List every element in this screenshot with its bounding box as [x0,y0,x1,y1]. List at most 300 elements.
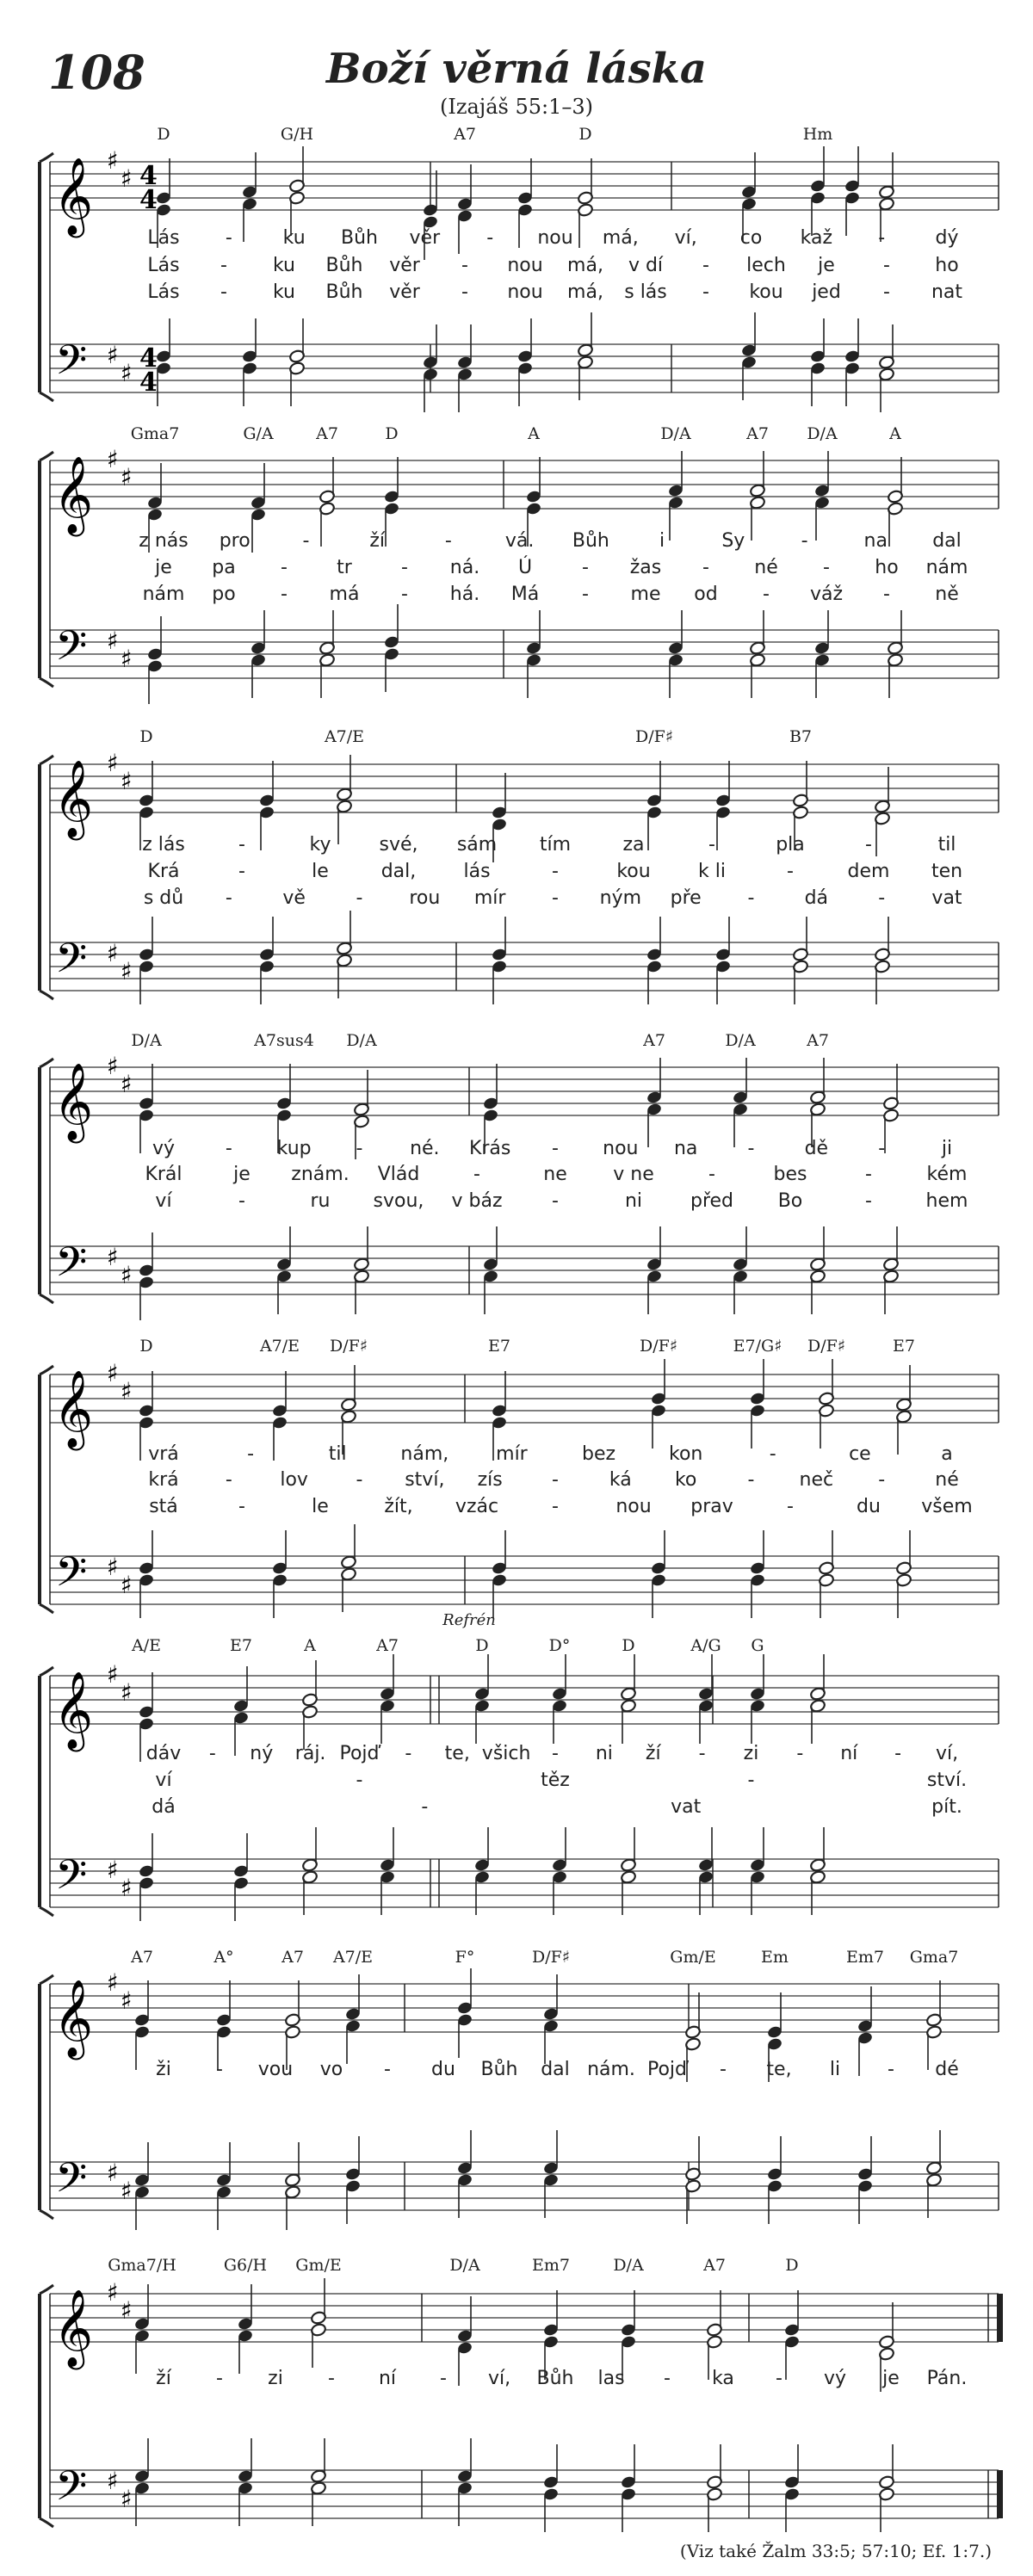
lyric-syllable: - [664,2368,671,2389]
chord-symbol: E7 [230,1636,252,1655]
lyric-syllable: bez [582,1443,616,1465]
lyric-syllable: du [431,2059,455,2080]
chord-symbol: D/F♯ [634,727,674,746]
lyric-syllable: - [328,2368,335,2389]
lyric-syllable: znám. [291,1164,349,1185]
lyric-syllable: - [225,1469,232,1491]
treble-clef-icon: 𝄞 [53,1980,94,2057]
key-sharp-icon: ♯ [107,1553,119,1581]
chord-symbol: F° [455,1948,475,1967]
lyric-syllable: ku [272,255,296,276]
chord-symbol: A7 [281,1948,304,1967]
lyric-syllable: Bůh [480,2059,518,2080]
lyric-syllable: - [356,887,363,909]
key-sharp-icon: ♯ [121,1377,133,1405]
lyric-syllable: zi [268,2368,283,2389]
lyric-syllable: Pán. [926,2368,968,2389]
lyric-syllable: sám [456,834,498,856]
lyric-syllable: vá. [504,530,535,552]
scripture-reference: (Izajáš 55:1–3) [439,95,594,119]
lyric-syllable: nám [925,557,968,578]
key-sharp-icon: ♯ [121,359,133,387]
lyric-syllable: krá [148,1469,179,1491]
key-sharp-icon: ♯ [107,749,119,777]
lyric-syllable: věr [389,255,420,276]
key-sharp-icon: ♯ [121,2177,133,2205]
lyric-syllable: - [401,584,408,605]
lyric-syllable: - [444,530,452,552]
lyric-syllable: - [281,557,288,578]
lyric-syllable: ží [156,2368,171,2389]
lyric-syllable: v dí [628,255,664,276]
lyric-syllable: - [747,1469,755,1491]
lyric-syllable: - [801,530,808,552]
chord-symbol: D/F♯ [531,1948,571,1967]
lyric-syllable: v báz [451,1190,503,1212]
lyric-syllable: - [216,2368,223,2389]
key-sharp-icon: ♯ [107,2278,119,2307]
lyric-syllable: - [865,834,872,856]
bracket-bottom-hook [40,1294,53,1303]
lyric-syllable: hem [925,1190,968,1212]
lyric-syllable: ho [935,255,959,276]
lyric-syllable: - [356,1469,363,1491]
chord-symbol: G [751,1636,764,1655]
lyric-syllable: - [440,2368,447,2389]
lyric-syllable: Bůh [536,2368,574,2389]
lyric-syllable: - [878,227,886,249]
bracket-bottom-hook [40,991,53,999]
lyric-syllable: - [356,1138,363,1159]
lyric-syllable: dá [804,887,829,909]
lyric-syllable: mír [473,887,506,909]
lyric-syllable: - [888,2059,894,2080]
refrain-label: Refrén [442,1611,496,1629]
lyric-syllable: - [787,861,794,882]
lyric-syllable: - [552,1496,559,1517]
lyric-syllable: ství. [926,1770,968,1791]
chord-symbol: D [785,2256,799,2275]
lyric-syllable: ví, [935,1743,959,1764]
lyric-syllable: nou [507,255,543,276]
bass-clef-icon: 𝄢 [55,1238,88,1296]
lyric-syllable: le [312,861,329,882]
lyric-syllable: vý [152,1138,176,1159]
time-signature-digit: 4 [139,161,158,191]
lyric-syllable: ho [875,557,899,578]
key-sharp-icon: ♯ [107,1856,119,1884]
lyric-syllable: Bůh [325,255,363,276]
lyric-syllable: od [694,584,718,605]
chord-symbol: D [622,1636,635,1655]
chord-symbol: A/E [132,1636,161,1655]
lyric-syllable: - [883,281,890,303]
lyric-syllable: žas [629,557,662,578]
bracket-bottom-hook [40,2518,53,2527]
key-sharp-icon: ♯ [121,2296,133,2325]
lyric-syllable: kou [749,281,783,303]
hymn-title: Boží věrná láska [326,45,707,93]
footnote: (Viz také Žalm 33:5; 57:10; Ef. 1:7.) [679,2541,992,2561]
bracket-top-hook [40,452,53,460]
lyric-syllable: - [225,227,232,249]
lyric-syllable: - [220,281,227,303]
lyric-syllable: - [552,1138,559,1159]
lyric-syllable: je [233,1164,251,1185]
lyric-syllable: - [225,1138,232,1159]
lyric-syllable: - [401,557,408,578]
key-sharp-icon: ♯ [107,1660,119,1689]
lyric-syllable: ráj. [294,1743,326,1764]
bracket-bottom-hook [40,1907,53,1916]
chord-symbol: Gm/E [295,2256,342,2275]
lyric-syllable: pa [212,557,236,578]
chord-symbol: A7sus4 [254,1031,314,1050]
lyric-syllable: ví [155,1770,172,1791]
key-sharp-icon: ♯ [107,2159,119,2187]
bass-clef-icon: 𝄢 [55,934,88,992]
treble-clef-icon: 𝄞 [53,2289,94,2367]
lyric-syllable: - [216,2059,223,2080]
chord-symbol: B7 [789,727,813,746]
lyric-syllable: ji [941,1138,953,1159]
lyric-syllable: ná. [449,557,480,578]
bass-clef-icon: 𝄢 [55,336,88,394]
lyric-syllable: - [238,1496,245,1517]
chord-symbol: D [475,1636,489,1655]
chord-symbol: Em [761,1948,789,1967]
lyric-syllable: - [552,1743,559,1764]
chord-symbol: A7 [703,2256,726,2275]
lyric-syllable: vě [282,887,306,909]
chord-symbol: A7/E [332,1948,374,1967]
lyric-syllable: - [281,584,288,605]
lyric-syllable: - [461,255,468,276]
bracket-top-hook [40,1975,53,1984]
lyric-syllable: je [882,2368,900,2389]
lyric-syllable: - [238,1190,245,1212]
bass-clef-icon: 𝄢 [55,2462,88,2520]
lyric-syllable: nám. [587,2059,635,2080]
lyric-syllable: nou [603,1138,639,1159]
lyric-syllable: - [302,530,310,552]
lyric-syllable: Má [510,584,540,605]
lyric-syllable: - [708,834,715,856]
lyric-syllable: - [747,887,755,909]
chord-symbol: A7 [807,1031,829,1050]
lyric-syllable: - [473,1164,480,1185]
chord-symbol: D° [548,1636,571,1655]
lyric-syllable: věr [409,227,441,249]
lyric-syllable: - [883,255,890,276]
lyric-syllable: - [247,1443,255,1465]
chord-symbol: A [889,424,901,443]
key-sharp-icon: ♯ [107,939,119,967]
lyric-syllable: - [883,584,890,605]
lyric-syllable: má, [567,255,603,276]
lyric-syllable: má [329,584,360,605]
lyric-syllable: pro [219,530,251,552]
lyric-syllable: ní [840,1743,858,1764]
lyric-syllable: vzác [455,1496,499,1517]
lyric-syllable: mír [496,1443,528,1465]
lyric-syllable: Sy [721,530,745,552]
lyric-syllable: svou, [373,1190,424,1212]
lyric-syllable: - [582,584,589,605]
key-sharp-icon: ♯ [121,1874,133,1902]
chord-symbol: D/A [660,424,691,443]
lyric-syllable: vat [931,887,962,909]
chord-symbol: E7 [488,1337,510,1356]
lyric-syllable: co [739,227,763,249]
lyric-syllable: nou [615,1496,652,1517]
treble-clef-icon: 𝄞 [53,760,94,837]
lyric-syllable: nou [537,227,573,249]
bracket-top-hook [40,153,53,162]
lyric-syllable: - [238,834,245,856]
lyric-syllable: tr [337,557,352,578]
key-sharp-icon: ♯ [121,1678,133,1707]
lyric-syllable: ví [155,1190,172,1212]
lyric-syllable: le [312,1496,329,1517]
key-sharp-icon: ♯ [107,146,119,175]
key-sharp-icon: ♯ [121,2485,133,2513]
chord-symbol: A° [213,1948,234,1967]
key-sharp-icon: ♯ [107,1243,119,1271]
lyric-syllable: kon [668,1443,703,1465]
lyric-syllable: ně [935,584,959,605]
lyric-syllable: kém [926,1164,968,1185]
bracket-top-hook [40,756,53,764]
lyric-syllable: a [941,1443,953,1465]
key-sharp-icon: ♯ [121,1986,133,2015]
lyric-syllable: ží [645,1743,661,1764]
lyric-syllable: žít, [384,1496,413,1517]
lyric-syllable: til [328,1443,347,1465]
chord-symbol: A7 [643,1031,665,1050]
lyric-syllable: své, [379,834,418,856]
lyric-syllable: všem [921,1496,973,1517]
chord-symbol: E7 [893,1337,915,1356]
lyric-syllable: - [225,887,232,909]
key-sharp-icon: ♯ [107,627,119,655]
key-sharp-icon: ♯ [107,1359,119,1387]
hymn-number: 108 [48,45,145,100]
lyric-syllable: s dů [143,887,184,909]
lyric-syllable: vý [823,2368,847,2389]
lyric-syllable: nat [931,281,963,303]
lyric-syllable: - [238,861,245,882]
lyric-syllable: - [552,1469,559,1491]
key-sharp-icon: ♯ [121,645,133,673]
chord-symbol: A7/E [324,727,365,746]
final-barline [997,2294,1003,2342]
lyric-syllable: kaž [800,227,833,249]
lyric-syllable: - [776,2368,782,2389]
lyric-syllable: - [865,1164,872,1185]
chord-symbol: D/A [346,1031,377,1050]
lyric-syllable: dal [932,530,962,552]
final-barline [997,2470,1003,2518]
lyric-syllable: - [384,2059,391,2080]
key-sharp-icon: ♯ [107,1052,119,1080]
lyric-syllable: Vlád [377,1164,420,1185]
lyric-syllable: dá [152,1796,176,1818]
key-sharp-icon: ♯ [107,2467,119,2495]
lyric-syllable: ne [543,1164,567,1185]
lyric-syllable: Lás [147,281,180,303]
key-sharp-icon: ♯ [121,1070,133,1098]
lyric-syllable: i [659,530,665,552]
chord-symbol: D/A [613,2256,644,2275]
lyric-syllable: - [405,1743,412,1764]
lyric-syllable: rou [409,887,441,909]
lyric-syllable: váž [809,584,844,605]
key-sharp-icon: ♯ [121,767,133,795]
lyric-syllable: ží [369,530,386,552]
lyric-syllable: - [878,1138,886,1159]
lyric-syllable: jed [812,281,841,303]
chord-symbol: A7 [316,424,338,443]
time-signature-digit: 4 [139,368,158,398]
chord-symbol: Gma7 [909,1948,959,1967]
lyric-syllable: las [597,2368,625,2389]
lyric-syllable: za [622,834,645,856]
lyric-syllable: né [935,1469,959,1491]
lyric-syllable: - [747,1138,755,1159]
lyric-syllable: Lás [147,227,180,249]
lyric-syllable: zís [477,1469,503,1491]
lyric-syllable: - [220,255,227,276]
chord-symbol: Hm [802,125,833,144]
bracket-bottom-hook [40,2210,53,2219]
time-signature-digit: 4 [139,185,158,215]
lyric-syllable: - [747,1770,755,1791]
lyric-syllable: na [673,1138,698,1159]
lyric-syllable: - [582,557,589,578]
lyric-syllable: - [461,281,468,303]
lyric-syllable: - [878,1469,886,1491]
lyric-syllable: má, [602,227,639,249]
lyric-syllable: stá [149,1496,178,1517]
bass-clef-icon: 𝄢 [55,621,88,680]
lyric-syllable: dáv [145,1743,182,1764]
lyric-syllable: dé [935,2059,959,2080]
lyric-syllable: vo [319,2059,343,2080]
lyric-syllable: né. [410,1138,440,1159]
bracket-top-hook [40,2285,53,2294]
lyric-syllable: bes [773,1164,807,1185]
lyric-syllable: - [787,1496,794,1517]
lyric-syllable: zi [743,1743,759,1764]
treble-clef-icon: 𝄞 [53,1370,94,1448]
lyric-syllable: před [690,1190,734,1212]
bracket-bottom-hook [40,392,53,401]
chord-symbol: A7 [131,1948,153,1967]
lyric-syllable: nou [507,281,543,303]
chord-symbol: D [385,424,399,443]
lyric-syllable: je [818,255,835,276]
lyric-syllable: Bůh [325,281,363,303]
lyric-syllable: lech [746,255,786,276]
bass-clef-icon: 𝄢 [55,1547,88,1606]
bracket-bottom-hook [40,1604,53,1613]
lyric-syllable: tím [539,834,572,856]
lyric-syllable: Bůh [572,530,609,552]
chord-symbol: E7/G♯ [733,1337,782,1356]
chord-symbol: A/G [690,1636,721,1655]
lyric-syllable: je [155,557,172,578]
lyric-syllable: Ú [517,557,533,578]
lyric-syllable: z nás [139,530,189,552]
lyric-syllable: te, [766,2059,792,2080]
lyric-syllable: dal [541,2059,570,2080]
lyric-syllable: vou [257,2059,294,2080]
key-sharp-icon: ♯ [121,957,133,985]
lyric-syllable: te, [444,1743,470,1764]
chord-symbol: Gma7 [130,424,180,443]
chord-symbol: D/A [807,424,838,443]
lyric-syllable: pla [776,834,805,856]
lyric-syllable: Lás [147,255,180,276]
chord-symbol: A [304,1636,316,1655]
lyric-syllable: po [212,584,236,605]
lyric-syllable: - [552,861,559,882]
lyric-syllable: kup [276,1138,312,1159]
key-sharp-icon: ♯ [107,1968,119,1997]
chord-symbol: Em7 [532,2256,570,2275]
lyric-syllable: ku [282,227,306,249]
lyric-syllable: ži [156,2059,171,2080]
lyric-syllable: - [708,1164,715,1185]
bass-clef-icon: 𝄢 [55,2153,88,2212]
chord-symbol: G/H [280,125,314,144]
lyric-syllable: nám [142,584,185,605]
lyric-syllable: ství, [405,1469,445,1491]
bass-clef-icon: 𝄢 [55,1850,88,1909]
key-sharp-icon: ♯ [121,1261,133,1289]
treble-clef-icon: 𝄞 [53,1063,94,1140]
lyric-syllable: prav [690,1496,733,1517]
lyric-syllable: ným [599,887,642,909]
chord-symbol: A7 [746,424,769,443]
treble-clef-icon: 𝄞 [53,456,94,534]
chord-symbol: D/A [131,1031,162,1050]
lyric-syllable: vrá [148,1443,179,1465]
lyric-syllable: - [356,1770,363,1791]
lyric-syllable: - [720,2059,727,2080]
bracket-bottom-hook [40,678,53,687]
lyric-syllable: til [937,834,956,856]
lyric-syllable: ni [624,1190,643,1212]
chord-symbol: G6/H [223,2256,268,2275]
lyric-syllable: na [863,530,888,552]
lyric-syllable: neč [799,1469,834,1491]
chord-symbol: D [139,727,153,746]
lyric-syllable: ku [272,281,296,303]
lyric-syllable: Krá [147,861,180,882]
key-sharp-icon: ♯ [121,463,133,491]
lyric-syllable: ten [931,861,963,882]
chord-symbol: D/F♯ [329,1337,368,1356]
lyric-syllable: - [894,1743,902,1764]
bracket-top-hook [40,1366,53,1374]
lyric-syllable: ví, [487,2368,511,2389]
lyric-syllable: ný [250,1743,274,1764]
lyric-syllable: Král [145,1164,182,1185]
key-sharp-icon: ♯ [107,445,119,473]
chord-symbol: D/A [725,1031,756,1050]
